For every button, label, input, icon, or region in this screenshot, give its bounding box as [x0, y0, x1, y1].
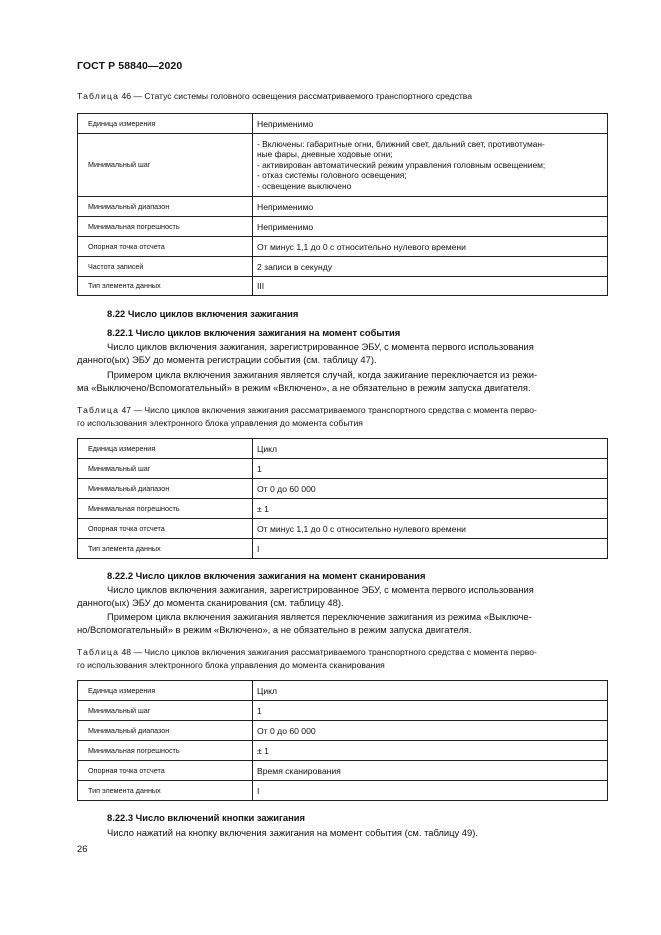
paragraph	[77, 340, 610, 366]
table-cell-key: Тип элемента данных	[78, 781, 253, 801]
table-cell-value: 2 записи в секунду	[253, 257, 608, 277]
table-cell-key: Тип элемента данных	[78, 539, 253, 559]
paragraph-line: ма «Выключено/Вспомогательный» в режим «Включено», а не обязательно в режим запуска двигателя.	[77, 382, 531, 393]
table-46	[77, 113, 608, 296]
paragraph-line: Число нажатий на кнопку включения зажигания на момент события (см. таблицу 49).	[107, 827, 478, 838]
table-cell-key: Минимальный шаг	[78, 459, 253, 479]
paragraph	[77, 610, 610, 636]
table-cell-key: Единица измерения	[78, 114, 253, 134]
table-48	[77, 680, 608, 801]
table-48-caption-line: го использования электронного блока управления до момента сканирования	[77, 660, 385, 670]
value-line: - отказ системы головного освещения;	[257, 170, 407, 181]
table-cell-key: Минимальный диапазон	[78, 721, 253, 741]
table-row	[78, 539, 608, 559]
table-cell-value: От минус 1,1 до 0 с относительно нулевого времени	[253, 237, 608, 257]
table-47-caption-label: Таблица	[77, 405, 120, 415]
table-47-caption-line: 47 — Число циклов включения зажигания рассматриваемого транспортного средства с момента перво-	[119, 405, 537, 415]
table-cell-key: Минимальный диапазон	[78, 479, 253, 499]
table-47-caption-line: го использования электронного блока управления до момента события	[77, 418, 363, 428]
value-line: - Включены: габаритные огни, ближний свет, дальний свет, противотуман-	[257, 138, 545, 149]
paragraph	[77, 583, 610, 609]
value-line: - освещение выключено	[257, 180, 352, 191]
table-cell-value: III	[253, 277, 608, 296]
table-row	[78, 237, 608, 257]
table-48-caption-line: 48 — Число циклов включения зажигания рассматриваемого транспортного средства с момента перво-	[119, 647, 537, 657]
page-number: 26	[77, 843, 88, 854]
table-row	[78, 721, 608, 741]
table-row	[78, 499, 608, 519]
value-line: - активирован автоматический режим управления головным освещением;	[257, 159, 546, 170]
table-row	[78, 439, 608, 459]
table-row	[78, 519, 608, 539]
table-cell-value: Цикл	[253, 439, 608, 459]
table-cell-value: Неприменимо	[253, 217, 608, 237]
table-cell-value: I	[253, 539, 608, 559]
table-cell-key: Минимальный диапазон	[78, 197, 253, 217]
table-row	[78, 781, 608, 801]
paragraph	[77, 368, 610, 394]
table-row	[78, 459, 608, 479]
table-cell-key: Опорная точка отсчета	[78, 761, 253, 781]
table-cell-key: Минимальная погрешность	[78, 217, 253, 237]
paragraph-line: Примером цикла включения зажигания является случай, когда зажигание переключается из режи-	[107, 369, 538, 380]
table-cell-key: Опорная точка отсчета	[78, 519, 253, 539]
table-row	[78, 114, 608, 134]
table-cell-value: Время сканирования	[253, 761, 608, 781]
table-47	[77, 438, 608, 559]
table-cell-value: ± 1	[253, 499, 608, 519]
table-cell-key: Минимальная погрешность	[78, 499, 253, 519]
table-cell-value: Цикл	[253, 681, 608, 701]
paragraph-line: Число циклов включения зажигания, зарегистрированное ЭБУ, с момента первого использования	[107, 341, 534, 352]
table-47-caption	[77, 404, 607, 430]
table-cell-value: 1	[253, 459, 608, 479]
table-cell-value: ± 1	[253, 741, 608, 761]
table-cell-value: Неприменимо	[253, 197, 608, 217]
table-row	[78, 134, 608, 197]
document-code: ГОСТ Р 58840—2020	[77, 60, 183, 72]
table-row	[78, 197, 608, 217]
section-8-22-title: 8.22 Число циклов включения зажигания	[107, 308, 299, 319]
value-line: ные фары, дневные ходовые огни;	[257, 149, 393, 160]
table-cell-value: 1	[253, 701, 608, 721]
table-row	[78, 479, 608, 499]
table-cell-key: Единица измерения	[78, 439, 253, 459]
table-cell-value: От 0 до 60 000	[253, 721, 608, 741]
table-cell-value	[253, 134, 608, 197]
table-48-caption-label: Таблица	[77, 647, 120, 657]
section-8-22-3-title: 8.22.3 Число включений кнопки зажигания	[107, 812, 306, 823]
table-46-caption-label: Таблица	[77, 91, 120, 101]
table-46-caption	[77, 90, 607, 103]
paragraph-line: Примером цикла включения зажигания является переключение зажигания из режима «Выключе-	[107, 611, 532, 622]
table-row	[78, 217, 608, 237]
paragraph-line: данного(ых) ЭБУ до момента регистрации события (см. таблицу 47).	[77, 354, 377, 365]
paragraph-line: Число циклов включения зажигания, зарегистрированное ЭБУ, с момента первого использования	[107, 584, 534, 595]
table-row	[78, 681, 608, 701]
table-48-caption	[77, 646, 607, 672]
table-row	[78, 701, 608, 721]
table-46-caption-text: 46 — Статус системы головного освещения рассматриваемого транспортного средства	[119, 91, 473, 101]
table-cell-key: Тип элемента данных	[78, 277, 253, 296]
table-row	[78, 277, 608, 296]
section-8-22-1-title: 8.22.1 Число циклов включения зажигания на момент события	[107, 327, 401, 338]
table-row	[78, 761, 608, 781]
table-row	[78, 741, 608, 761]
table-cell-key: Опорная точка отсчета	[78, 237, 253, 257]
table-cell-value: I	[253, 781, 608, 801]
paragraph-line: данного(ых) ЭБУ до момента сканирования (см. таблицу 48).	[77, 597, 344, 608]
table-cell-value: Неприменимо	[253, 114, 608, 134]
table-cell-key: Минимальный шаг	[78, 134, 253, 197]
table-cell-key: Единица измерения	[78, 681, 253, 701]
paragraph-line: но/Вспомогательный» в режим «Включено», а не обязательно в режим запуска двигателя.	[77, 624, 472, 635]
table-cell-value: От минус 1,1 до 0 с относительно нулевого времени	[253, 519, 608, 539]
table-cell-key: Минимальная погрешность	[78, 741, 253, 761]
paragraph	[77, 826, 610, 839]
table-cell-key: Минимальный шаг	[78, 701, 253, 721]
table-cell-value: От 0 до 60 000	[253, 479, 608, 499]
table-row	[78, 257, 608, 277]
table-cell-key: Частота записей	[78, 257, 253, 277]
section-8-22-2-title: 8.22.2 Число циклов включения зажигания на момент сканирования	[107, 570, 426, 581]
